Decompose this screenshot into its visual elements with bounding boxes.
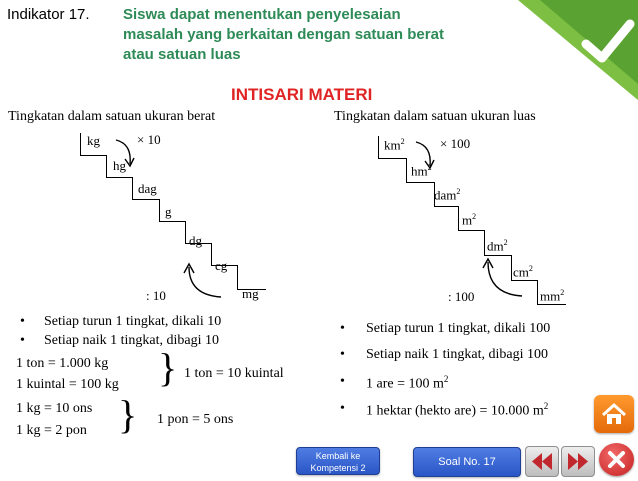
unit-kg: kg (87, 133, 100, 148)
berat-multiply-label: × 10 (137, 132, 161, 147)
arrow-up-icon (175, 255, 235, 305)
bullet: • (20, 333, 25, 348)
soal-number-button[interactable]: Soal No. 17 (413, 447, 521, 477)
unit-dag: dag (138, 181, 157, 196)
berat-eq-ons: 1 kg = 10 ons (16, 401, 93, 416)
home-button[interactable] (594, 395, 634, 433)
brace-icon: } (118, 392, 138, 437)
previous-button[interactable] (525, 446, 559, 477)
arrow-up-icon (470, 250, 535, 305)
bullet: • (340, 347, 345, 362)
luas-rule-are: 1 are = 100 $m^2$ (366, 374, 449, 392)
berat-rule-1: Setiap turun 1 tingkat, dikali 10 (44, 314, 222, 329)
double-left-arrow-icon (526, 447, 558, 476)
bullet: • (340, 374, 345, 389)
bullet: • (340, 321, 345, 336)
page-title: INTISARI MATERI (231, 85, 373, 104)
berat-result-ton-kuintal: 1 ton = 10 kuintal (184, 366, 284, 381)
brace-icon: } (158, 345, 178, 390)
unit-g: g (165, 204, 172, 219)
luas-rule-hektar: 1 hektar (hekto are) = 10.000 $m^2$ (366, 401, 549, 419)
unit-dg: dg (189, 233, 202, 248)
step-line (159, 199, 186, 222)
berat-divide-label: : 10 (146, 288, 166, 303)
unit-dam2: dam$^2$ (434, 187, 461, 203)
indikator-line-1: Siswa dapat menentukan penyelesaian (123, 6, 401, 23)
luas-divide-label: : 100 (448, 289, 475, 304)
unit-km2: $km^2$ (384, 137, 405, 153)
bullet: • (340, 401, 345, 416)
unit-dm2: $dm^2$ (487, 238, 508, 254)
unit-hg: hg (113, 158, 126, 173)
luas-heading: Tingkatan dalam satuan ukuran luas (334, 109, 536, 124)
berat-result-pon-ons: 1 pon = 5 ons (157, 412, 234, 427)
berat-rule-2: Setiap naik 1 tingkat, dibagi 10 (44, 333, 219, 348)
unit-mg: mg (242, 286, 259, 301)
luas-rule-2: Setiap naik 1 tingkat, dibagi 100 (366, 347, 548, 362)
indikator-line-2: masalah yang berkaitan dengan satuan berat (123, 26, 444, 43)
corner-checkmark-decoration (518, 0, 638, 100)
unit-cg: cg (215, 258, 228, 273)
luas-rule-1: Setiap turun 1 tingkat, dikali 100 (366, 321, 551, 336)
kembali-kompetensi-button[interactable]: Kembali ke Kompetensi 2 (296, 447, 380, 475)
home-icon (594, 395, 634, 433)
bullet: • (20, 314, 25, 329)
unit-mm2: $mm^2$ (540, 288, 565, 304)
berat-eq-kuintal: 1 kuintal = 100 kg (16, 377, 119, 392)
close-icon (599, 443, 634, 476)
double-right-arrow-icon (562, 447, 594, 476)
close-button[interactable] (599, 443, 634, 476)
next-button[interactable] (561, 446, 595, 477)
unit-cm2: $cm^2$ (513, 264, 533, 280)
indikator-line-3: atau satuan luas (123, 46, 241, 63)
berat-eq-ton: 1 ton = 1.000 kg (16, 356, 109, 371)
luas-multiply-label: × 100 (440, 136, 471, 151)
berat-heading: Tingkatan dalam satuan ukuran berat (8, 109, 216, 124)
indikator-label: Indikator 17. (7, 6, 90, 23)
unit-m2: $m^2$ (462, 212, 477, 228)
berat-eq-pon: 1 kg = 2 pon (16, 423, 87, 438)
unit-hm2: $hm^2$ (411, 163, 432, 179)
